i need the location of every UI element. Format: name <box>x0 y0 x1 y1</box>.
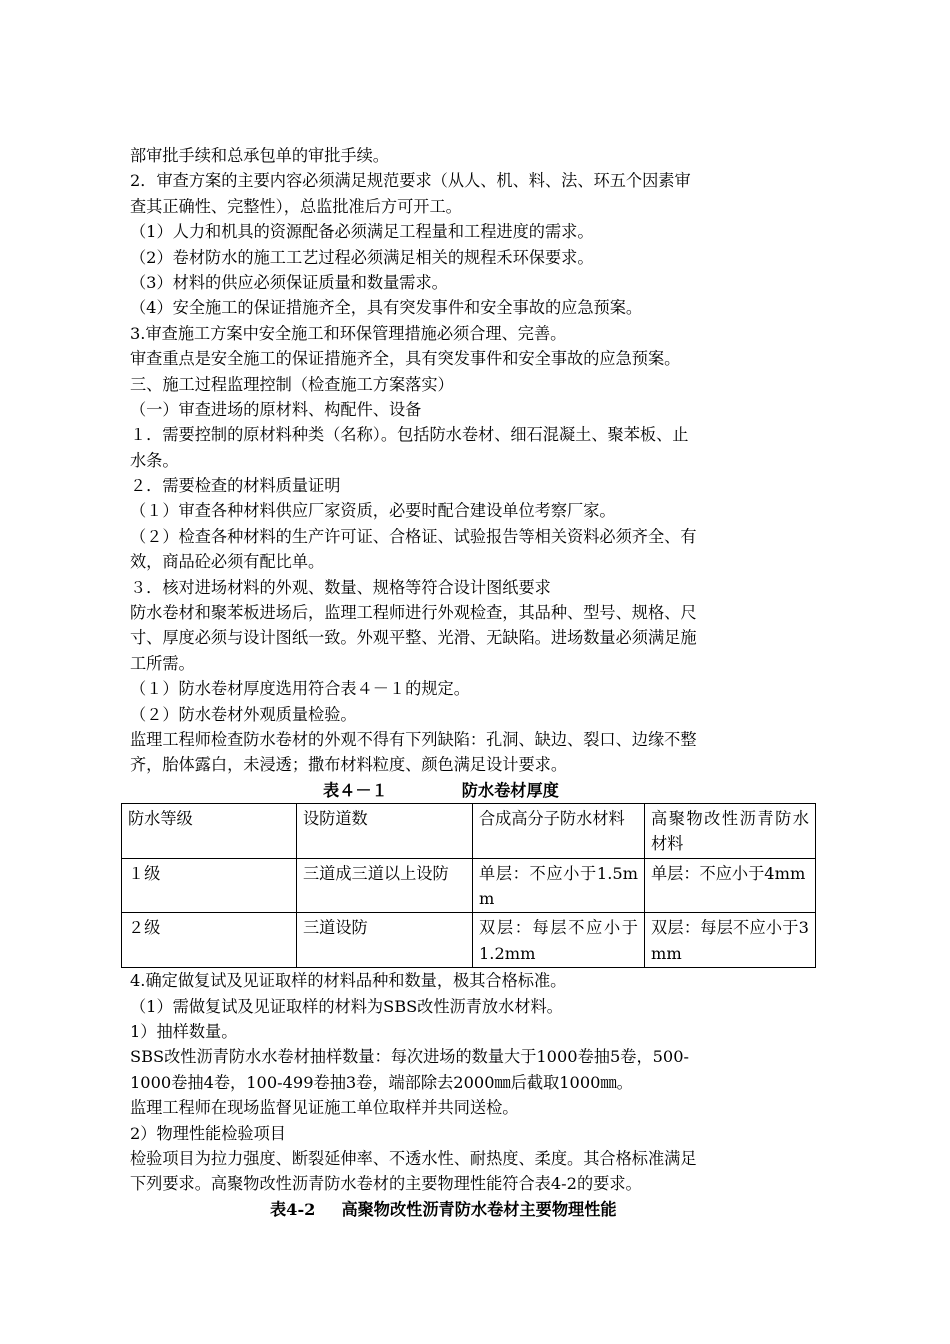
paragraph-line: ３．核对进场材料的外观、数量、规格等符合设计图纸要求 <box>130 577 551 597</box>
table-number: 表４－１ <box>323 780 388 800</box>
paragraph-line: 1000卷抽4卷，100-499卷抽3卷，端部除去2000㎜后截取1000㎜。 <box>130 1072 633 1092</box>
header-cell: 合成高分子防水材料 <box>473 803 645 858</box>
paragraph-line: （4）安全施工的保证措施齐全，具有突发事件和安全事故的应急预案。 <box>130 298 643 318</box>
paragraph-line: 3.审查施工方案中安全施工和环保管理措施必须合理、完善。 <box>130 323 567 343</box>
paragraph-line: 查其正确性、完整性），总监批准后方可开工。 <box>130 196 462 216</box>
paragraph-line: 水条。 <box>130 450 179 470</box>
table-header-row <box>122 803 816 858</box>
paragraph-line: 2）物理性能检验项目 <box>130 1123 286 1143</box>
header-cell: 高聚物改性沥青防水材料 <box>645 803 816 858</box>
paragraph-line: １．需要控制的原材料种类（名称）。包括防水卷材、细石混凝土、聚苯板、止 <box>130 425 689 445</box>
header-cell: 设防道数 <box>297 803 473 858</box>
paragraph-line: ２．需要检查的材料质量证明 <box>130 476 341 496</box>
table-title: 防水卷材厚度 <box>461 780 559 800</box>
table-cell: 三道成三道以上设防 <box>297 858 473 913</box>
waterproof-thickness-table <box>121 803 816 968</box>
header-cell: 防水等级 <box>122 803 297 858</box>
table-4-2-caption <box>130 1197 820 1222</box>
paragraph-line: 1）抽样数量。 <box>130 1021 238 1041</box>
table-cell: 三道设防 <box>297 913 473 968</box>
table-row <box>122 913 816 968</box>
table-cell: 单层：不应小于1.5mm <box>473 858 645 913</box>
table-cell: 双层：每层不应小于1.2mm <box>473 913 645 968</box>
document-page <box>130 143 820 1222</box>
paragraph-line: 工所需。 <box>130 653 195 673</box>
table-title: 高聚物改性沥青防水卷材主要物理性能 <box>341 1199 617 1219</box>
table-row <box>122 858 816 913</box>
paragraph-line: （２）检查各种材料的生产许可证、合格证、试验报告等相关资料必须齐全、有 <box>130 526 697 546</box>
table-cell: ２级 <box>122 913 297 968</box>
section-heading: 三、施工过程监理控制（检查施工方案落实） <box>130 374 454 394</box>
table-number: 表4-2 <box>270 1199 316 1219</box>
table-cell: 双层：每层不应小于3mm <box>645 913 816 968</box>
paragraph-line: 齐，胎体露白，未浸透；撒布材料粒度、颜色满足设计要求。 <box>130 755 568 775</box>
paragraph-line: （1）人力和机具的资源配备必须满足工程量和工程进度的需求。 <box>130 222 594 242</box>
paragraph-line: SBS改性沥青防水水卷材抽样数量：每次进场的数量大于1000卷抽5卷，500- <box>130 1047 689 1067</box>
table-4-1-caption <box>130 778 820 803</box>
paragraph-line: 监理工程师在现场监督见证施工单位取样并共同送检。 <box>130 1098 519 1118</box>
subsection-heading: （一）审查进场的原材料、构配件、设备 <box>130 399 422 419</box>
paragraph-line: 效，商品砼必须有配比单。 <box>130 552 325 572</box>
paragraph-line: 2．审查方案的主要内容必须满足规范要求（从人、机、料、法、环五个因素审 <box>130 171 691 191</box>
paragraph-line: （１）防水卷材厚度选用符合表４－１的规定。 <box>130 679 470 699</box>
bottom-text-block <box>130 968 820 1197</box>
table-cell: １级 <box>122 858 297 913</box>
paragraph-line: （２）防水卷材外观质量检验。 <box>130 704 357 724</box>
paragraph-line: 审查重点是安全施工的保证措施齐全，具有突发事件和安全事故的应急预案。 <box>130 349 681 369</box>
paragraph-line: （１）审查各种材料供应厂家资质，必要时配合建设单位考察厂家。 <box>130 501 616 521</box>
paragraph-line: 检验项目为拉力强度、断裂延伸率、不透水性、耐热度、柔度。其合格标准满足 <box>130 1148 697 1168</box>
paragraph-line: 防水卷材和聚苯板进场后，监理工程师进行外观检查，其品种、型号、规格、尺 <box>130 603 697 623</box>
paragraph-line: 部审批手续和总承包单的审批手续。 <box>130 146 389 165</box>
paragraph-line: 4.确定做复试及见证取样的材料品种和数量，极其合格标准。 <box>130 971 567 991</box>
paragraph-line: 寸、厚度必须与设计图纸一致。外观平整、光滑、无缺陷。进场数量必须满足施 <box>130 628 697 648</box>
table-cell: 单层：不应小于4mm <box>645 858 816 913</box>
top-text-block <box>130 143 820 778</box>
paragraph-line: （2）卷材防水的施工工艺过程必须满足相关的规程禾环保要求。 <box>130 247 594 267</box>
paragraph-line: （3）材料的供应必须保证质量和数量需求。 <box>130 272 448 292</box>
paragraph-line: 下列要求。高聚物改性沥青防水卷材的主要物理性能符合表4-2的要求。 <box>130 1174 642 1194</box>
paragraph-line: （1）需做复试及见证取样的材料为SBS改性沥青放水材料。 <box>130 996 563 1016</box>
paragraph-line: 监理工程师检查防水卷材的外观不得有下列缺陷：孔洞、缺边、裂口、边缘不整 <box>130 729 697 749</box>
